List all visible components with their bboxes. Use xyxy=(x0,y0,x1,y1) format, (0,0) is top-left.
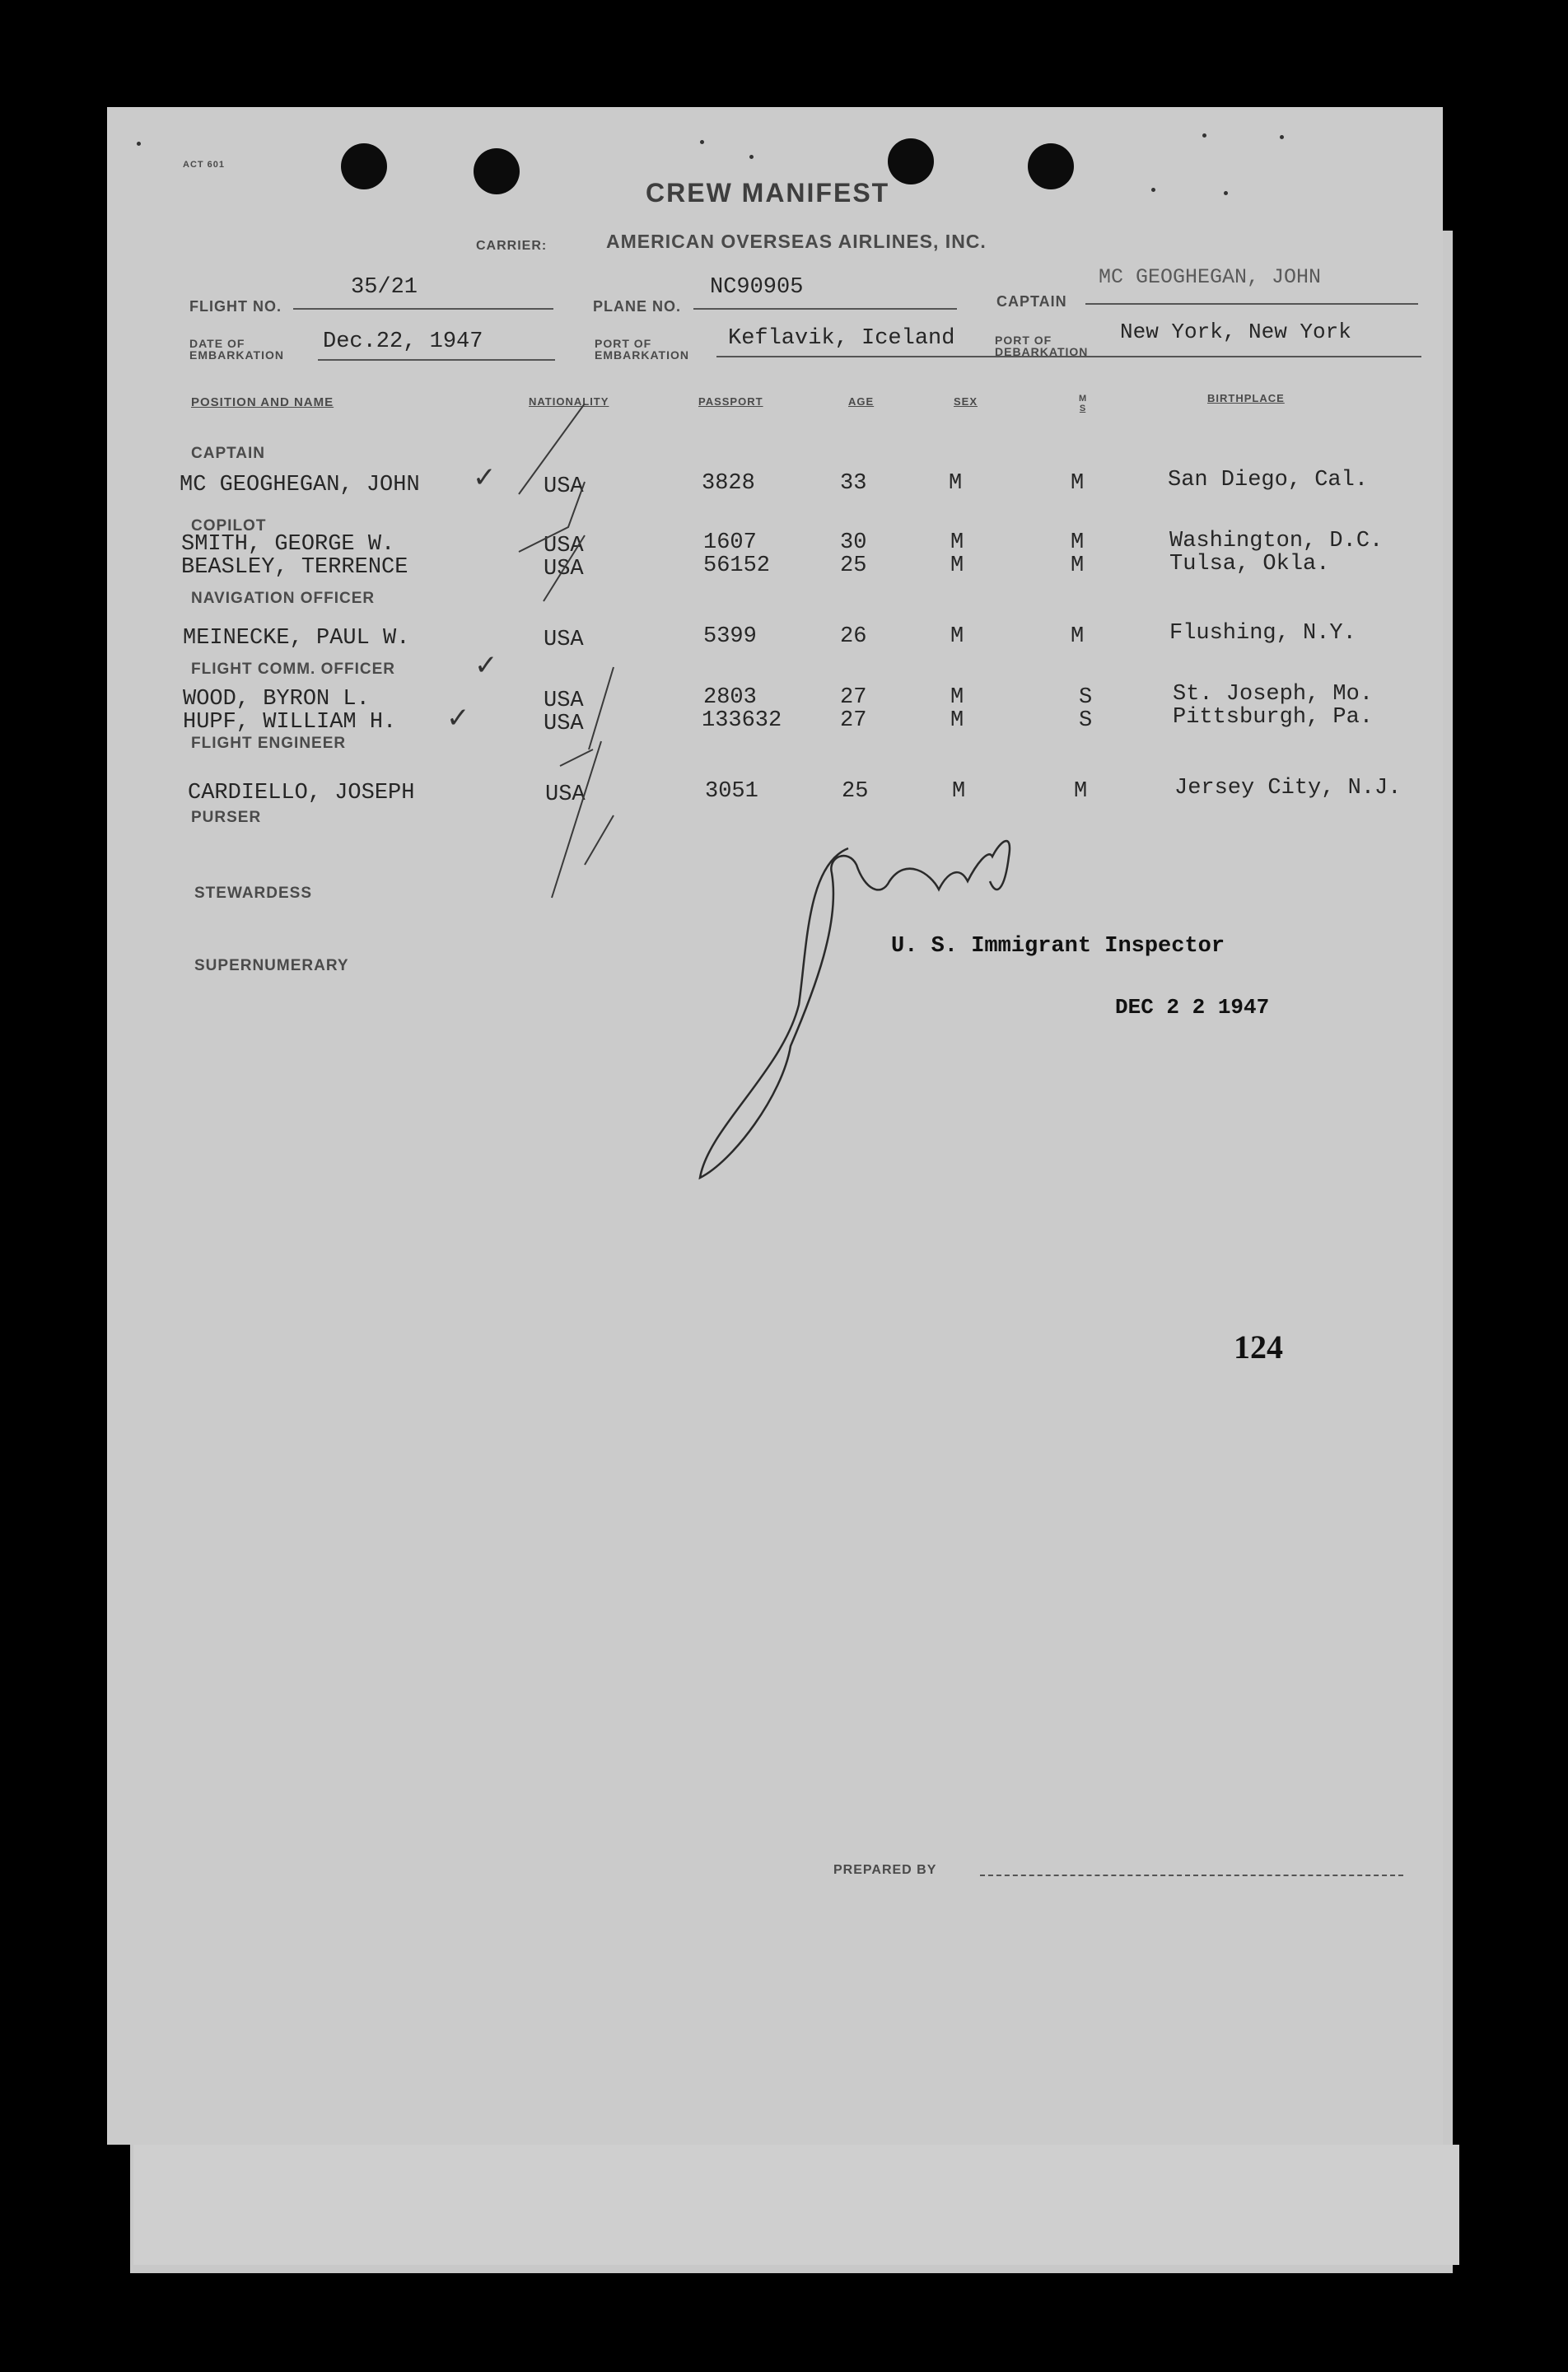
page-title: CREW MANIFEST xyxy=(646,178,890,208)
column-nationality: NATIONALITY xyxy=(529,395,609,408)
check-icon: ✓ xyxy=(474,649,498,682)
crew-marital-status: M xyxy=(1074,779,1088,804)
plane-underline xyxy=(693,308,957,310)
check-icon: ✓ xyxy=(446,702,470,735)
port-embarkation-label: PORT OF EMBARKATION xyxy=(595,337,689,362)
crew-birthplace: San Diego, Cal. xyxy=(1168,468,1369,493)
crew-passport: 5399 xyxy=(703,624,757,649)
crew-birthplace: Washington, D.C. xyxy=(1169,529,1384,553)
inspector-date: DEC 2 2 1947 xyxy=(1115,995,1270,1020)
crew-age: 25 xyxy=(842,779,869,804)
crew-name: MC GEOGHEGAN, JOHN xyxy=(180,473,420,497)
crew-age: 25 xyxy=(840,553,867,578)
punch-hole xyxy=(341,143,387,189)
crew-marital-status: M xyxy=(1071,471,1085,496)
crew-age: 33 xyxy=(840,471,867,496)
speck xyxy=(1202,133,1206,138)
role-flight-engineer: FLIGHT ENGINEER xyxy=(191,735,347,752)
date-underline xyxy=(318,359,555,361)
crew-marital-status: S xyxy=(1079,708,1093,733)
punch-hole xyxy=(474,148,520,194)
check-icon: ✓ xyxy=(473,461,497,494)
crew-sex: M xyxy=(952,779,966,804)
crew-sex: M xyxy=(949,471,963,496)
crew-sex: M xyxy=(950,708,964,733)
crew-marital-status: M xyxy=(1071,553,1085,578)
date-label: DATE OF EMBARKATION xyxy=(189,337,284,362)
crew-nationality: USA xyxy=(545,782,586,807)
speck xyxy=(700,140,704,144)
column-age: AGE xyxy=(848,395,875,408)
speck xyxy=(749,155,754,159)
crew-sex: M xyxy=(950,624,964,649)
crew-passport: 133632 xyxy=(702,708,782,733)
role-purser: PURSER xyxy=(191,809,262,826)
manifest-page xyxy=(107,107,1443,2145)
crew-age: 27 xyxy=(840,685,867,710)
crew-marital-status: M xyxy=(1071,624,1085,649)
flight-underline xyxy=(293,308,553,310)
crew-name: SMITH, GEORGE W. xyxy=(181,532,395,557)
captain-underline xyxy=(1085,303,1418,305)
carrier-label: CARRIER: xyxy=(476,239,548,253)
crew-sex: M xyxy=(950,685,964,710)
plane-value: NC90905 xyxy=(710,275,804,300)
column-birthplace: BIRTHPLACE xyxy=(1207,392,1285,404)
speck xyxy=(1224,191,1228,195)
crew-passport: 3828 xyxy=(702,471,755,496)
crew-birthplace: Pittsburgh, Pa. xyxy=(1173,705,1374,730)
role-copilot: COPILOT xyxy=(191,517,267,535)
crew-nationality: USA xyxy=(544,534,584,558)
role-flight-comm-officer: FLIGHT COMM. OFFICER xyxy=(191,661,395,678)
crew-birthplace: St. Joseph, Mo. xyxy=(1173,682,1374,707)
date-value: Dec.22, 1947 xyxy=(323,329,483,354)
crew-nationality: USA xyxy=(544,628,584,652)
crew-age: 26 xyxy=(840,624,867,649)
column-position-name: POSITION AND NAME xyxy=(191,395,334,409)
flight-label: FLIGHT NO. xyxy=(189,298,282,315)
crew-name: CARDIELLO, JOSEPH xyxy=(188,781,415,805)
prepared-by-underline xyxy=(980,1875,1403,1876)
plane-label: PLANE NO. xyxy=(593,298,682,315)
crew-passport: 2803 xyxy=(703,685,757,710)
crew-age: 27 xyxy=(840,708,867,733)
carrier-value: AMERICAN OVERSEAS AIRLINES, INC. xyxy=(606,231,987,252)
crew-nationality: USA xyxy=(544,474,584,499)
crew-birthplace: Tulsa, Okla. xyxy=(1169,552,1330,577)
crew-nationality: USA xyxy=(544,712,584,736)
crew-name: BEASLEY, TERRENCE xyxy=(181,555,408,580)
captain-label: CAPTAIN xyxy=(996,293,1067,310)
port-debarkation-label: PORT OF DEBARKATION xyxy=(995,334,1089,358)
crew-name: MEINECKE, PAUL W. xyxy=(183,626,410,651)
crew-passport: 1607 xyxy=(703,530,757,555)
inspector-title: U. S. Immigrant Inspector xyxy=(891,934,1225,959)
column-sex: SEX xyxy=(954,395,978,408)
role-supernumerary: SUPERNUMERARY xyxy=(194,957,349,974)
form-code: ACT 601 xyxy=(183,160,226,170)
speck xyxy=(1280,135,1284,139)
crew-birthplace: Jersey City, N.J. xyxy=(1174,776,1402,801)
page-number: 124 xyxy=(1234,1328,1283,1366)
crew-passport: 3051 xyxy=(705,779,758,804)
crew-name: HUPF, WILLIAM H. xyxy=(183,710,397,735)
crew-marital-status: M xyxy=(1071,530,1085,555)
crew-birthplace: Flushing, N.Y. xyxy=(1169,621,1356,646)
speck xyxy=(1151,188,1155,192)
column-marital-status: M S xyxy=(1079,394,1087,413)
inspector-signature xyxy=(684,799,1038,1194)
crew-sex: M xyxy=(950,530,964,555)
crew-name: WOOD, BYRON L. xyxy=(183,687,370,712)
crew-nationality: USA xyxy=(544,689,584,713)
role-navigation-officer: NAVIGATION OFFICER xyxy=(191,590,376,607)
crew-nationality: USA xyxy=(544,557,584,581)
prepared-by-label: PREPARED BY xyxy=(833,1863,937,1877)
captain-value: MC GEOGHEGAN, JOHN xyxy=(1099,265,1322,289)
crew-sex: M xyxy=(950,553,964,578)
punch-hole xyxy=(888,138,934,184)
bottom-sheet-edge xyxy=(133,2145,1459,2265)
punch-hole xyxy=(1028,143,1074,189)
flight-value: 35/21 xyxy=(351,275,418,300)
column-passport: PASSPORT xyxy=(698,395,763,408)
port-embarkation-value: Keflavik, Iceland xyxy=(728,326,955,351)
crew-passport: 56152 xyxy=(703,553,771,578)
speck xyxy=(137,142,141,146)
crew-marital-status: S xyxy=(1079,685,1093,710)
role-stewardess: STEWARDESS xyxy=(194,885,313,902)
crew-age: 30 xyxy=(840,530,867,555)
role-captain: CAPTAIN xyxy=(191,445,266,462)
port-underline xyxy=(716,356,1421,357)
port-debarkation-value: New York, New York xyxy=(1120,320,1351,344)
